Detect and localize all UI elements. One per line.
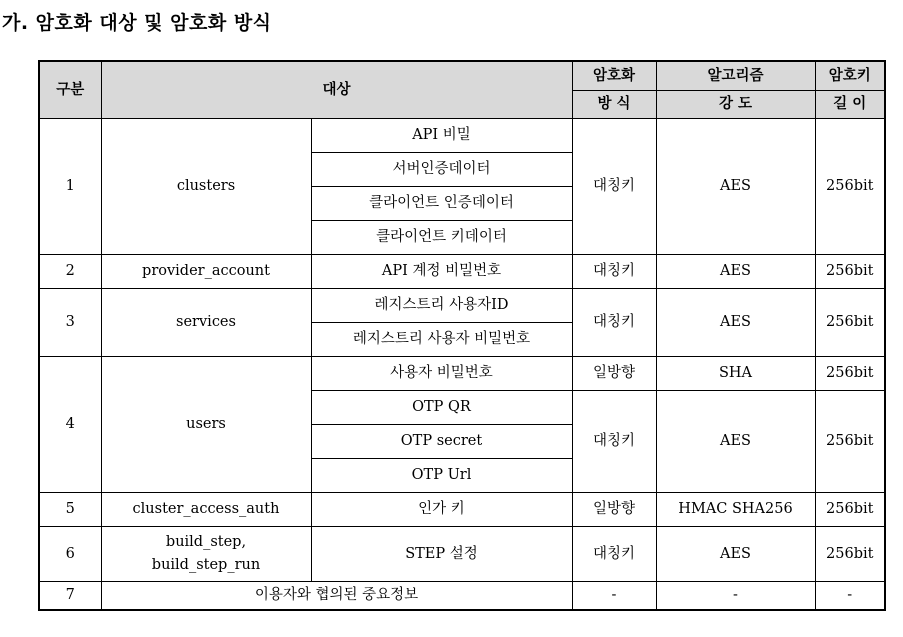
header-method-1: 암호화 — [572, 61, 656, 91]
row-sub: 클라이언트 인증데이터 — [311, 187, 572, 221]
row-no: 2 — [39, 255, 101, 289]
header-algo-2: 강 도 — [656, 91, 815, 119]
row-sub: API 비밀 — [311, 119, 572, 153]
row-sub: 레지스트리 사용자 비밀번호 — [311, 323, 572, 357]
row-key: 256bit — [815, 357, 885, 391]
row-sub: 클라이언트 키데이터 — [311, 221, 572, 255]
row-sub: API 계정 비밀번호 — [311, 255, 572, 289]
header-key-1: 암호키 — [815, 61, 885, 91]
header-algo-1: 알고리즘 — [656, 61, 815, 91]
table-row — [39, 357, 885, 391]
row-name: users — [101, 357, 311, 493]
row-key: 256bit — [815, 493, 885, 527]
row-key: 256bit — [815, 289, 885, 357]
row-name: 이용자와 협의된 중요정보 — [101, 582, 572, 611]
row-sub: STEP 설정 — [311, 527, 572, 582]
row-no: 1 — [39, 119, 101, 255]
row-key: 256bit — [815, 391, 885, 493]
header-no: 구분 — [39, 61, 101, 119]
table-row — [39, 527, 885, 582]
row-algo: AES — [656, 119, 815, 255]
row-algo: SHA — [656, 357, 815, 391]
row-no: 5 — [39, 493, 101, 527]
table-row — [39, 582, 885, 611]
row-sub: 사용자 비밀번호 — [311, 357, 572, 391]
row-method: - — [572, 582, 656, 611]
row-algo: AES — [656, 255, 815, 289]
row-algo: HMAC SHA256 — [656, 493, 815, 527]
header-row-1 — [39, 61, 885, 91]
row-sub: 서버인증데이터 — [311, 153, 572, 187]
row-key: - — [815, 582, 885, 611]
row-algo: - — [656, 582, 815, 611]
table-row — [39, 119, 885, 153]
table-row — [39, 493, 885, 527]
row-key: 256bit — [815, 255, 885, 289]
row-sub: OTP QR — [311, 391, 572, 425]
row-method: 대칭키 — [572, 289, 656, 357]
row-sub: 인가 키 — [311, 493, 572, 527]
row-name: services — [101, 289, 311, 357]
row-key: 256bit — [815, 119, 885, 255]
encryption-table — [38, 60, 886, 611]
row-method: 대칭키 — [572, 527, 656, 582]
row-method: 대칭키 — [572, 255, 656, 289]
row-no: 3 — [39, 289, 101, 357]
table-row — [39, 255, 885, 289]
header-key-2: 길 이 — [815, 91, 885, 119]
table-row — [39, 289, 885, 323]
row-name-line-2: build_step_run — [151, 557, 261, 573]
row-method: 일방향 — [572, 493, 656, 527]
row-name: cluster_access_auth — [101, 493, 311, 527]
row-sub: OTP secret — [311, 425, 572, 459]
row-name: provider_account — [101, 255, 311, 289]
row-method: 대칭키 — [572, 119, 656, 255]
row-algo: AES — [656, 527, 815, 582]
row-name: clusters — [101, 119, 311, 255]
row-no: 7 — [39, 582, 101, 611]
row-name — [101, 527, 311, 582]
row-algo: AES — [656, 289, 815, 357]
row-key: 256bit — [815, 527, 885, 582]
row-sub: OTP Url — [311, 459, 572, 493]
row-algo: AES — [656, 391, 815, 493]
row-no: 4 — [39, 357, 101, 493]
row-no: 6 — [39, 527, 101, 582]
section-heading: 가. 암호화 대상 및 암호화 방식 — [2, 12, 272, 34]
row-sub: 레지스트리 사용자ID — [311, 289, 572, 323]
row-method: 대칭키 — [572, 391, 656, 493]
header-method-2: 방 식 — [572, 91, 656, 119]
header-target: 대상 — [101, 61, 572, 119]
row-method: 일방향 — [572, 357, 656, 391]
row-name-line-1: build_step, — [165, 534, 247, 551]
